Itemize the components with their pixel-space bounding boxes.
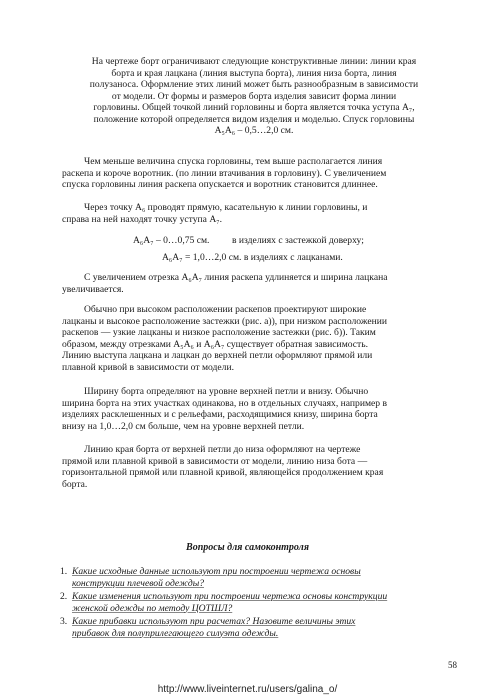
text-line: спуска горловины линия раскепа опускается и воротник становится длиннее.: [62, 179, 378, 190]
section-heading: Вопросы для самоконтроля: [186, 542, 309, 553]
page-number: 58: [448, 660, 457, 670]
text-line: увеличивается.: [62, 283, 124, 295]
paragraph-6: [62, 386, 446, 432]
text-line: Какие исходные данные используют при построении чертежа основы: [72, 566, 361, 577]
text-line: справа на ней находят точку уступа A₇.: [62, 213, 222, 225]
text-line: изделиях расклешенных и с рельефами, расходящимися книзу, ширина борта: [62, 409, 378, 420]
text-line: плавной кривой в зависимости от модели.: [62, 361, 234, 373]
text-line: Линию выступа лацкана и лацкан до верхней петли оформляют прямой или: [62, 350, 373, 361]
text-line: Чем меньше величина спуска горловины, тем выше располагается линия: [84, 156, 383, 167]
paragraph-7: [62, 444, 446, 490]
paragraph-3: [62, 202, 446, 225]
question-text: [72, 591, 387, 614]
text-line: лацканы и высокое расположение застежки (рис. а)), при низком расположении: [62, 315, 387, 327]
formula-2: A₆A₇ = 1,0…2,0 см. в изделиях с лацканами.: [162, 252, 343, 263]
question-number: 1.: [60, 566, 68, 577]
text-line: раскепов — узкие лацканы и низкое расположение застежки (рис. б)). Таким: [62, 327, 376, 338]
question-item: [60, 566, 450, 589]
text-line: внизу на 1,0…2,0 см больше, чем на уровне верхней петли.: [62, 420, 305, 432]
text-line: положение которой определяется видом изделия и моделью. Спуск горловины: [93, 113, 415, 125]
paragraph-5: [62, 304, 446, 373]
text-line: С увеличением отрезка A₆A₇ линия раскепа удлиняется и ширина лацкана: [84, 272, 388, 283]
paragraph-1: [62, 56, 446, 137]
formula-1-left: A₆A₇ – 0…0,75 см.: [133, 235, 210, 246]
formula-1-right: в изделиях с застежкой доверху;: [232, 235, 364, 246]
text-line: конструкции плечевой одежды?: [72, 577, 205, 589]
text-line: прибавок для полуприлегающего силуэта одежды.: [72, 627, 279, 639]
text-line: Какие изменения используют при построении чертежа основы конструкции: [72, 591, 388, 602]
text-line: Через точку A₆ проводят прямую, касательную к линии горловины, и: [84, 202, 368, 213]
text-line: горизонтальной прямой или плавной кривой, являющейся продолжением края: [62, 467, 384, 478]
text-line: ширина борта на этих участках одинакова, но в отдельных случаях, например в: [62, 397, 388, 409]
text-line: A₅A₆ – 0,5…2,0 см.: [214, 125, 294, 136]
text-line: полузаноса. Оформление этих линий может быть разнообразным в зависимости: [89, 79, 419, 90]
text-line: образом, между отрезками A₅A₆ и A₆A₇ существует обратная зависимость.: [62, 338, 369, 350]
question-number: 2.: [60, 591, 68, 602]
text-line: Ширину борта определяют на уровне верхней петли и внизу. Обычно: [84, 386, 369, 397]
question-item: [60, 616, 450, 639]
question-text: [72, 616, 355, 639]
questions-list: [60, 566, 450, 641]
question-number: 3.: [60, 616, 68, 627]
text-line: горловины. Общей точкой линий горловины и борта является точка уступа A₇,: [93, 102, 415, 113]
text-line: прямой или плавной кривой в зависимости от модели, линию низа бота —: [62, 455, 368, 467]
text-line: Обычно при высоком расположении раскепов проектируют широкие: [84, 304, 367, 315]
source-url: http://www.liveinternet.ru/users/galina_o/: [157, 684, 338, 695]
text-line: раскепа и короче воротник. (по линии втачивания в горловину). С увеличением: [62, 167, 387, 179]
text-line: борта и края лацкана (линия выступа борта), линия низа борта, линия: [111, 67, 397, 79]
paragraph-2: [62, 156, 446, 191]
text-line: Линию края борта от верхней петли до низа оформляют на чертеже: [84, 444, 361, 455]
text-line: Какие прибавки используют при расчетах? Назовите величины этих: [72, 616, 356, 627]
text-line: от модели. От формы и размеров борта изделия зависит форма линии: [111, 90, 397, 102]
paragraph-4: [62, 272, 446, 295]
question-text: [72, 566, 361, 589]
text-line: женской одежды по методу ЦОТШЛ?: [72, 602, 233, 614]
text-line: борта.: [62, 478, 88, 490]
text-line: На чертеже борт ограничивают следующие конструктивные линии: линии края: [91, 56, 417, 67]
question-item: [60, 591, 450, 614]
